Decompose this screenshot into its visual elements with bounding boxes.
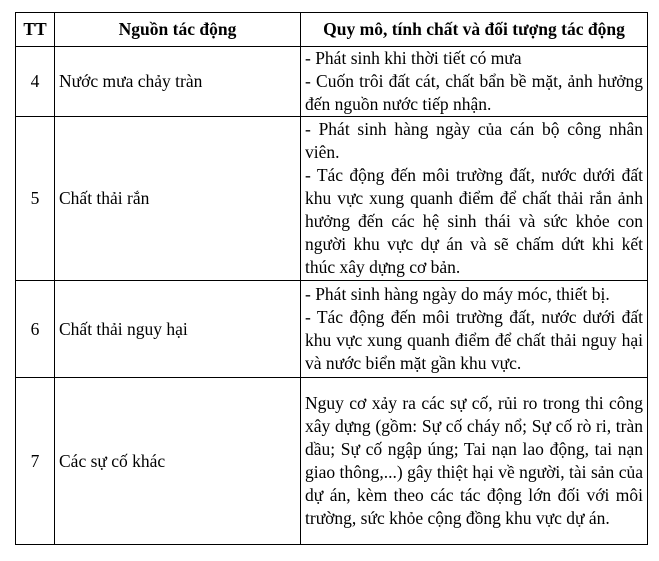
row-number: 5: [16, 117, 55, 281]
impact-source: Các sự cố khác: [55, 378, 301, 545]
table-row: [16, 47, 648, 117]
table-header-row: [16, 13, 648, 47]
impact-source: Nước mưa chảy tràn: [55, 47, 301, 117]
table-row: [16, 281, 648, 378]
table-row: [16, 378, 648, 545]
row-number: 6: [16, 281, 55, 378]
impact-source: Chất thải rắn: [55, 117, 301, 281]
table-row: [16, 117, 648, 281]
description-line: - Cuốn trôi đất cát, chất bẩn bề mặt, ảnh hưởng đến nguồn nước tiếp nhận.: [305, 71, 643, 114]
impact-table: [15, 12, 648, 545]
description-line: - Tác động đến môi trường đất, nước dưới đất khu vực xung quanh điểm để chất thải nguy hại và nước biển mặt gần khu vực.: [305, 307, 643, 373]
description-line: - Phát sinh hàng ngày của cán bộ công nhân viên.: [305, 119, 643, 162]
impact-description: [301, 281, 648, 378]
description-line: - Phát sinh khi thời tiết có mưa: [305, 48, 522, 68]
description-line: - Tác động đến môi trường đất, nước dưới đất khu vực xung quanh điểm để chất thải rắn ảnh hưởng đến các hệ sinh thái và sức khỏe con người khu vực dự án và sẽ chấm dứt khi kết thúc xây dựng cơ bản.: [305, 165, 643, 277]
description-line: - Phát sinh hàng ngày do máy móc, thiết bị.: [305, 284, 610, 304]
impact-description: [301, 378, 648, 545]
impact-description: [301, 47, 648, 117]
description-line: Nguy cơ xảy ra các sự cố, rủi ro trong thi công xây dựng (gồm: Sự cố cháy nổ; Sự cố rò ri, tràn dầu; Sự cố ngập úng; Tai nạn lao động, tai nạn giao thông,...) gây thiệt hại về người, tài sản của dự án, kèm theo các tác động lớn đối với môi trường, sức khỏe cộng đồng khu vực dự án.: [305, 393, 643, 528]
header-description: Quy mô, tính chất và đối tượng tác động: [301, 13, 648, 47]
row-number: 4: [16, 47, 55, 117]
row-number: 7: [16, 378, 55, 545]
impact-source: Chất thải nguy hại: [55, 281, 301, 378]
impact-description: [301, 117, 648, 281]
header-tt: TT: [16, 13, 55, 47]
header-source: Nguồn tác động: [55, 13, 301, 47]
